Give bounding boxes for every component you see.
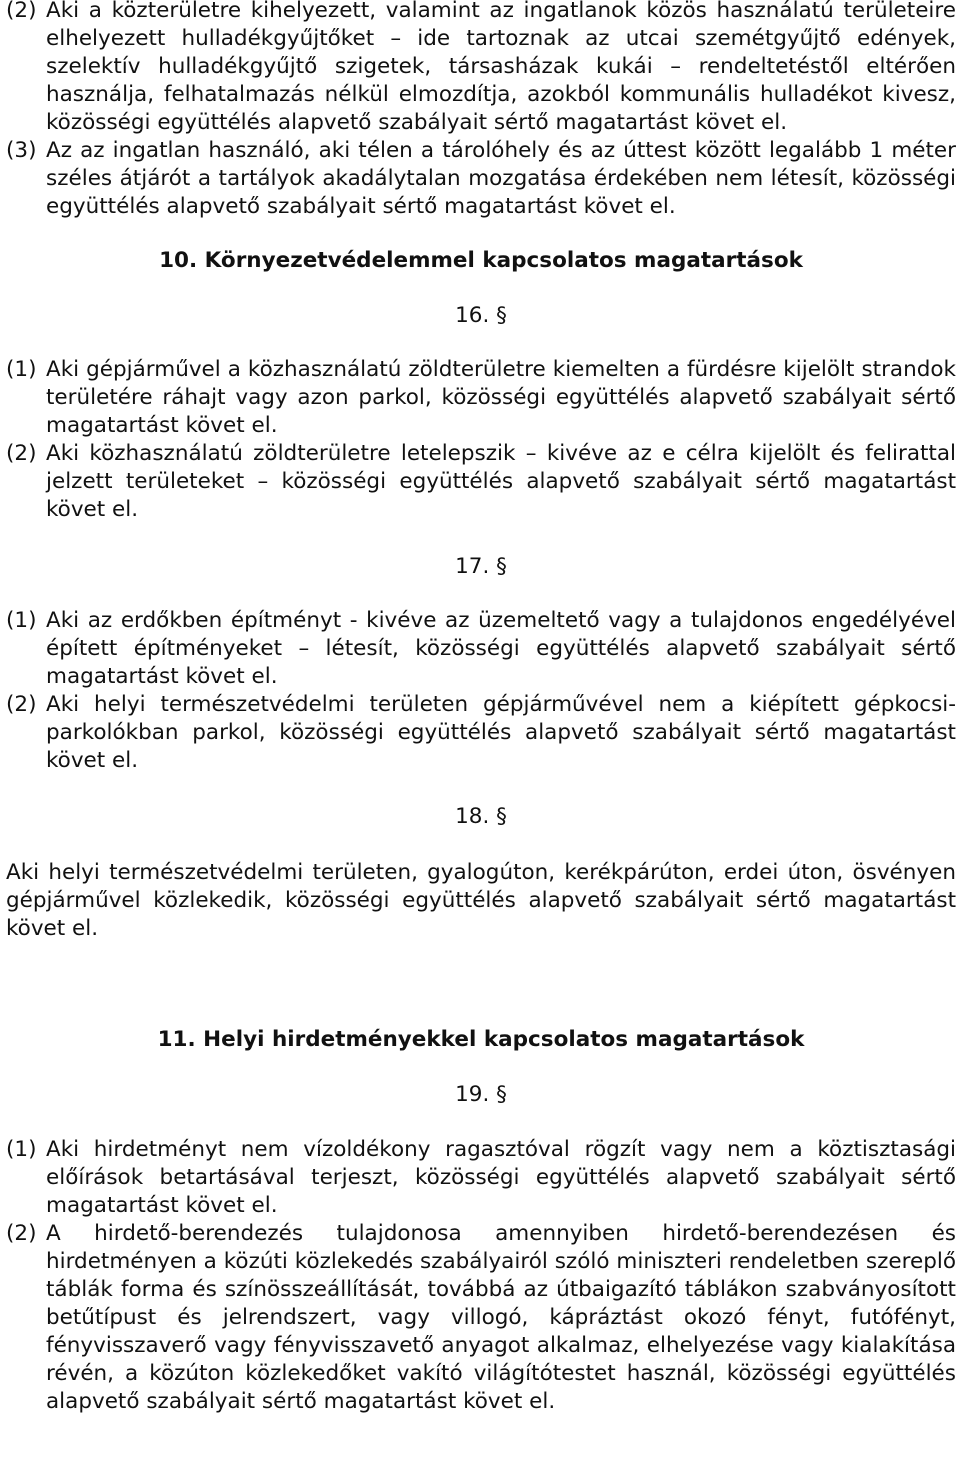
paragraph-18: Aki helyi természetvédelmi területen, gyalogúton, kerékpárúton, erdei úton, ösvényen gépjárművel közlekedik, közösségi együttélés alapvető szabályait sértő magatartást követ el. bbox=[6, 860, 956, 941]
paragraph-number: (3) bbox=[6, 138, 37, 163]
paragraph-number: (1) bbox=[6, 608, 37, 633]
paragraph-15-2 bbox=[6, 0, 956, 137]
paragraph-number: (2) bbox=[6, 1221, 37, 1246]
paragraph-number: (1) bbox=[6, 357, 37, 382]
paragraph-number: (2) bbox=[6, 441, 37, 466]
paragraph-text: Aki a közterületre kihelyezett, valamint az ingatlanok közös használatú területeire elhelyezett hulladékgyűjtőket – ide tartoznak az utcai szemétgyűjtő edények, szelektív hulladékgyűjtő szigetek, társasházak kukái – rendeltetéstől eltérően használja, felhatalmazás nélkül elmozdítja, azokból kommunális hulladékot kivesz, közösségi együttélés alapvető szabályait sértő magatartást követ el. bbox=[46, 0, 956, 135]
paragraph-19-1 bbox=[6, 1136, 956, 1220]
paragraph-text: Aki hirdetményt nem vízoldékony ragasztóval rögzít vagy nem a köztisztasági előírások betartásával terjeszt, közösségi együttélés alapvető szabályait sértő magatartást követ el. bbox=[46, 1137, 956, 1218]
document-page bbox=[6, 0, 956, 1416]
paragraph-number: (2) bbox=[6, 692, 37, 717]
paragraph-number: (1) bbox=[6, 1137, 37, 1162]
paragraph-16-1 bbox=[6, 356, 956, 440]
clause-number-16: 16. § bbox=[455, 303, 507, 328]
paragraph-text: Aki az erdőkben építményt - kivéve az üzemeltető vagy a tulajdonos engedélyével épített építményeket – létesít, közösségi együttélés alapvető szabályait sértő magatartást követ el. bbox=[46, 608, 956, 689]
clause-number-18: 18. § bbox=[455, 804, 507, 829]
paragraph-17-2 bbox=[6, 691, 956, 775]
paragraph-19-2 bbox=[6, 1220, 956, 1416]
paragraph-text: Aki helyi természetvédelmi területen gépjárművével nem a kiépített gépkocsi-parkolókban parkol, közösségi együttélés alapvető szabályait sértő magatartást követ el. bbox=[46, 692, 956, 773]
section-title-10: 10. Környezetvédelemmel kapcsolatos magatartások bbox=[159, 248, 803, 273]
paragraph-text: A hirdető-berendezés tulajdonosa amennyiben hirdető-berendezésen és hirdetményen a közúti közlekedés szabályairól szóló miniszteri rendeletben szereplő táblák forma és színösszeállítását, továbbá az útbaigazító táblákon szabványosított betűtípust és jelrendszert, vagy villogó, kápráztást okozó fényt, futófényt, fényvisszaverő vagy fényvisszavető anyagot alkalmaz, elhelyezése vagy kialakítása révén, a közúton közlekedőket vakító világítótestet használ, közösségi együttélés alapvető szabályait sértő magatartást követ el. bbox=[46, 1221, 956, 1414]
paragraph-text: Aki közhasználatú zöldterületre letelepszik – kivéve az e célra kijelölt és felirattal jelzett területeket – közösségi együttélés alapvető szabályait sértő magatartást követ el. bbox=[46, 441, 956, 522]
paragraph-text: Aki gépjárművel a közhasználatú zöldterületre kiemelten a fürdésre kijelölt strandok területére ráhajt vagy azon parkol, közösségi együttélés alapvető szabályait sértő magatartást követ el. bbox=[46, 357, 956, 438]
paragraph-text: Az az ingatlan használó, aki télen a tárolóhely és az úttest között legalább 1 méter széles átjárót a tartályok akadálytalan mozgatása érdekében nem létesít, közösségi együttélés alapvető szabályait sértő magatartást követ el. bbox=[46, 138, 956, 219]
clause-number-17: 17. § bbox=[455, 554, 507, 579]
paragraph-17-1 bbox=[6, 607, 956, 691]
paragraph-15-3 bbox=[6, 137, 956, 221]
clause-number-19: 19. § bbox=[455, 1082, 507, 1107]
section-title-11: 11. Helyi hirdetményekkel kapcsolatos magatartások bbox=[157, 1027, 805, 1052]
paragraph-number: (2) bbox=[6, 0, 37, 23]
paragraph-16-2 bbox=[6, 440, 956, 524]
